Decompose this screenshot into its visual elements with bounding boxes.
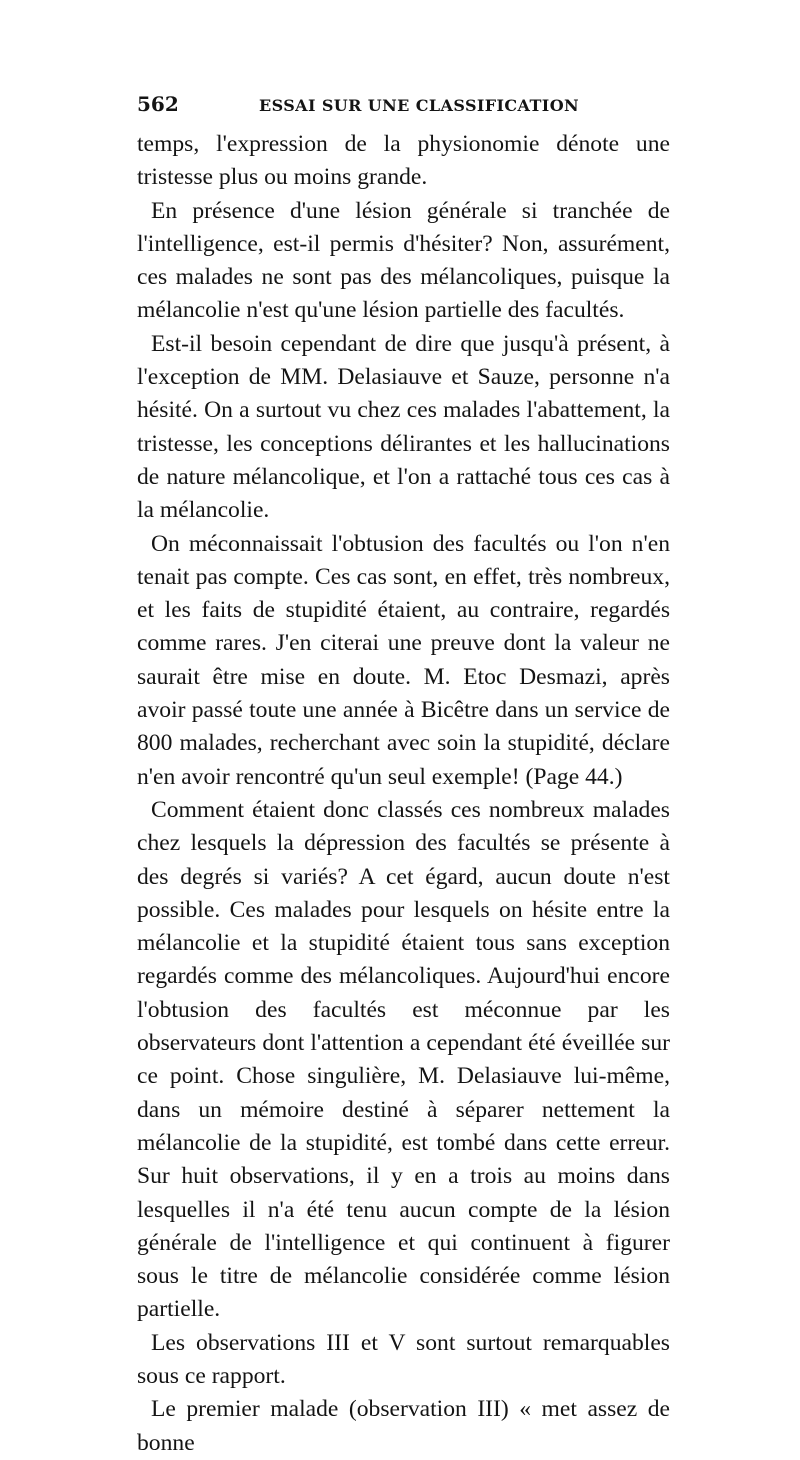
book-page [137, 92, 670, 1460]
paragraph: Comment étaient donc classés ces nombreux malades chez lesquels la dépression des facultés se présente à des degrés si variés? A cet égard, aucun doute n'est possible. Ces malades pour lesquels on hésite entre la mélancolie et la stupidité étaient tous sans exception regardés comme des mélancoliques. Aujourd'hui encore l'obtusion des facultés est méconnue par les observateurs dont l'attention a cependant été éveillée sur ce point. Chose singulière, M. Delasiauve lui-même, dans un mémoire destiné à séparer nettement la mélancolie de la stupidité, est tombé dans cette erreur. Sur huit observations, il y en a trois au moins dans lesquelles il n'a été tenu aucun compte de la lésion générale de l'intelligence et qui continuent à figurer sous le titre de mélancolie considérée comme lésion partielle. [137, 796, 670, 1323]
paragraph-continues: Le premier malade (observation III) « met assez de bonne [137, 1396, 670, 1456]
paragraph: Les observations III et V sont surtout remarquables sous ce rapport. [137, 1329, 670, 1389]
body-text [137, 128, 670, 1460]
running-head [137, 92, 670, 116]
paragraph: Est-il besoin cependant de dire que jusqu'à présent, à l'exception de MM. Delasiauve et Sauze, personne n'a hésité. On a surtout vu chez ces malades l'abattement, la tristesse, les conceptions délirantes et les hallucinations de nature mélancolique, et l'on a rattaché tous ces cas à la mélancolie. [137, 330, 670, 524]
paragraph: On méconnaissait l'obtusion des facultés ou l'on n'en tenait pas compte. Ces cas sont, en effet, très nombreux, et les faits de stupidité étaient, au contraire, regardés comme rares. J'en citerai une preuve dont la valeur ne saurait être mise en doute. M. Etoc Desmazi, après avoir passé toute une année à Bicêtre dans un service de 800 malades, recherchant avec soin la stupidité, déclare n'en avoir rencontré qu'un seul exemple! (Page 44.) [137, 530, 670, 790]
page-number: 562 [137, 92, 179, 116]
paragraph: En présence d'une lésion générale si tranchée de l'intelligence, est-il permis d'hésiter? Non, assurément, ces malades ne sont pas des mélancoliques, puisque la mélancolie n'est qu'une lésion partielle des facultés. [137, 197, 670, 324]
running-title: ESSAI SUR UNE CLASSIFICATION [259, 96, 580, 115]
paragraph-continuation: temps, l'expression de la physionomie dénote une tristesse plus ou moins grande. [137, 131, 670, 191]
